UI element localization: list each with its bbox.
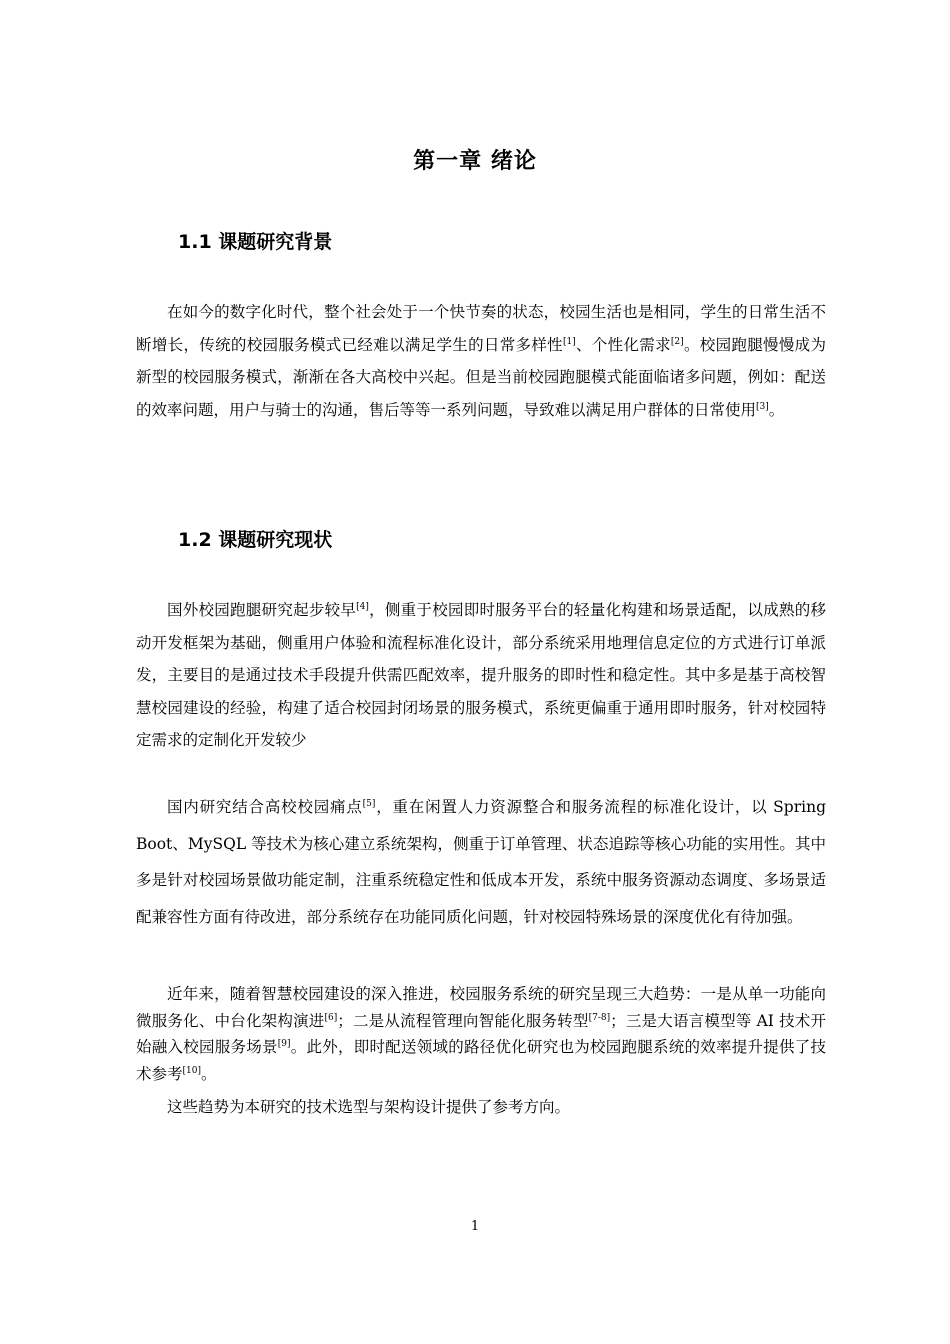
citation-marker: [4] [356, 601, 369, 612]
paragraph-recent-trends [136, 981, 826, 1087]
citation-marker: [3] [756, 401, 769, 412]
paragraph-text: 国外校园跑腿研究起步较早 [167, 601, 357, 619]
paragraph-text: 。校园跑腿慢慢成为新型的校园服务模式，渐渐在各大高校中兴起。但是当前校园跑腿模式能面临诸多问题，例如：配送的效率问题，用户与骑士的沟通，售后等等一系列问题，导致难以满足用户群体的日常使用 [136, 335, 826, 419]
paragraph-text: 。 [201, 1064, 217, 1083]
citation-marker: [2] [670, 336, 684, 347]
paragraph-text: 在如今的数字化时代，整个社会处于一个快节奏的状态，校园生活也是相同，学生的日常生活不断增长，传统的校园服务模式已经难以满足学生的日常多样性 [136, 303, 826, 354]
citation-marker: [7-8] [588, 1012, 611, 1023]
paragraph-text: ，侧重于校园即时服务平台的轻量化构建和场景适配，以成熟的移动开发框架为基础，侧重用户体验和流程标准化设计，部分系统采用地理信息定位的方式进行订单派发，主要目的是通过技术手段提升供需匹配效率，提升服务的即时性和稳定性。其中多是基于高校智慧校园建设的经验，构建了适合校园封闭场景的服务模式，系统更偏重于通用即时服务，针对校园特定需求的定制化开发较少 [136, 601, 826, 749]
citation-marker: [9] [277, 1038, 291, 1049]
citation-marker: [6] [324, 1012, 338, 1023]
paragraph-text: 。 [768, 400, 785, 419]
paragraph-text: ；二是从流程管理向智能化服务转型 [337, 1011, 589, 1030]
paragraph-conclusion [136, 1094, 826, 1121]
paragraph-text: 国内研究结合高校校园痛点 [167, 798, 363, 816]
paragraph-text: 、个性化需求 [575, 335, 671, 354]
citation-marker: [5] [362, 798, 376, 809]
citation-marker: [1] [562, 336, 576, 347]
page-number: 1 [470, 1219, 480, 1234]
paragraph-domestic-research [136, 789, 826, 935]
paragraph-text: ，重在闲置人力资源整合和服务流程的标准化设计，以 Spring Boot、MySQL 等技术为核心建立系统架构，侧重于订单管理、状态追踪等核心功能的实用性。其中多是针对校园场景做功能定制，注重系统稳定性和低成本开发，系统中服务资源动态调度、多场景适配兼容性方面有待改进，部分系统存在功能同质化问题，针对校园特殊场景的深度优化有待加强。 [136, 798, 826, 926]
paragraph-text: 这些趋势为本研究的技术选型与架构设计提供了参考方向。 [167, 1098, 571, 1116]
section-title-status: 1.2 课题研究现状 [178, 529, 333, 551]
paragraph-text: 。此外，即时配送领域的路径优化研究也为校园跑腿系统的效率提升提供了技术参考 [136, 1038, 826, 1083]
chapter-title: 第一章 绪论 [413, 149, 537, 174]
paragraph-foreign-research [136, 594, 826, 757]
paragraph-background [136, 296, 826, 426]
paragraph-text: 近年来，随着智慧校园建设的深入推进，校园服务系统的研究呈现三大趋势：一是从单一功能向微服务化、中台化架构演进 [136, 985, 826, 1030]
citation-marker: [10] [182, 1065, 201, 1076]
section-title-background: 1.1 课题研究背景 [178, 231, 333, 253]
paragraph-text: ；三是大语言模型等 AI 技术开始融入校园服务场景 [136, 1011, 826, 1056]
